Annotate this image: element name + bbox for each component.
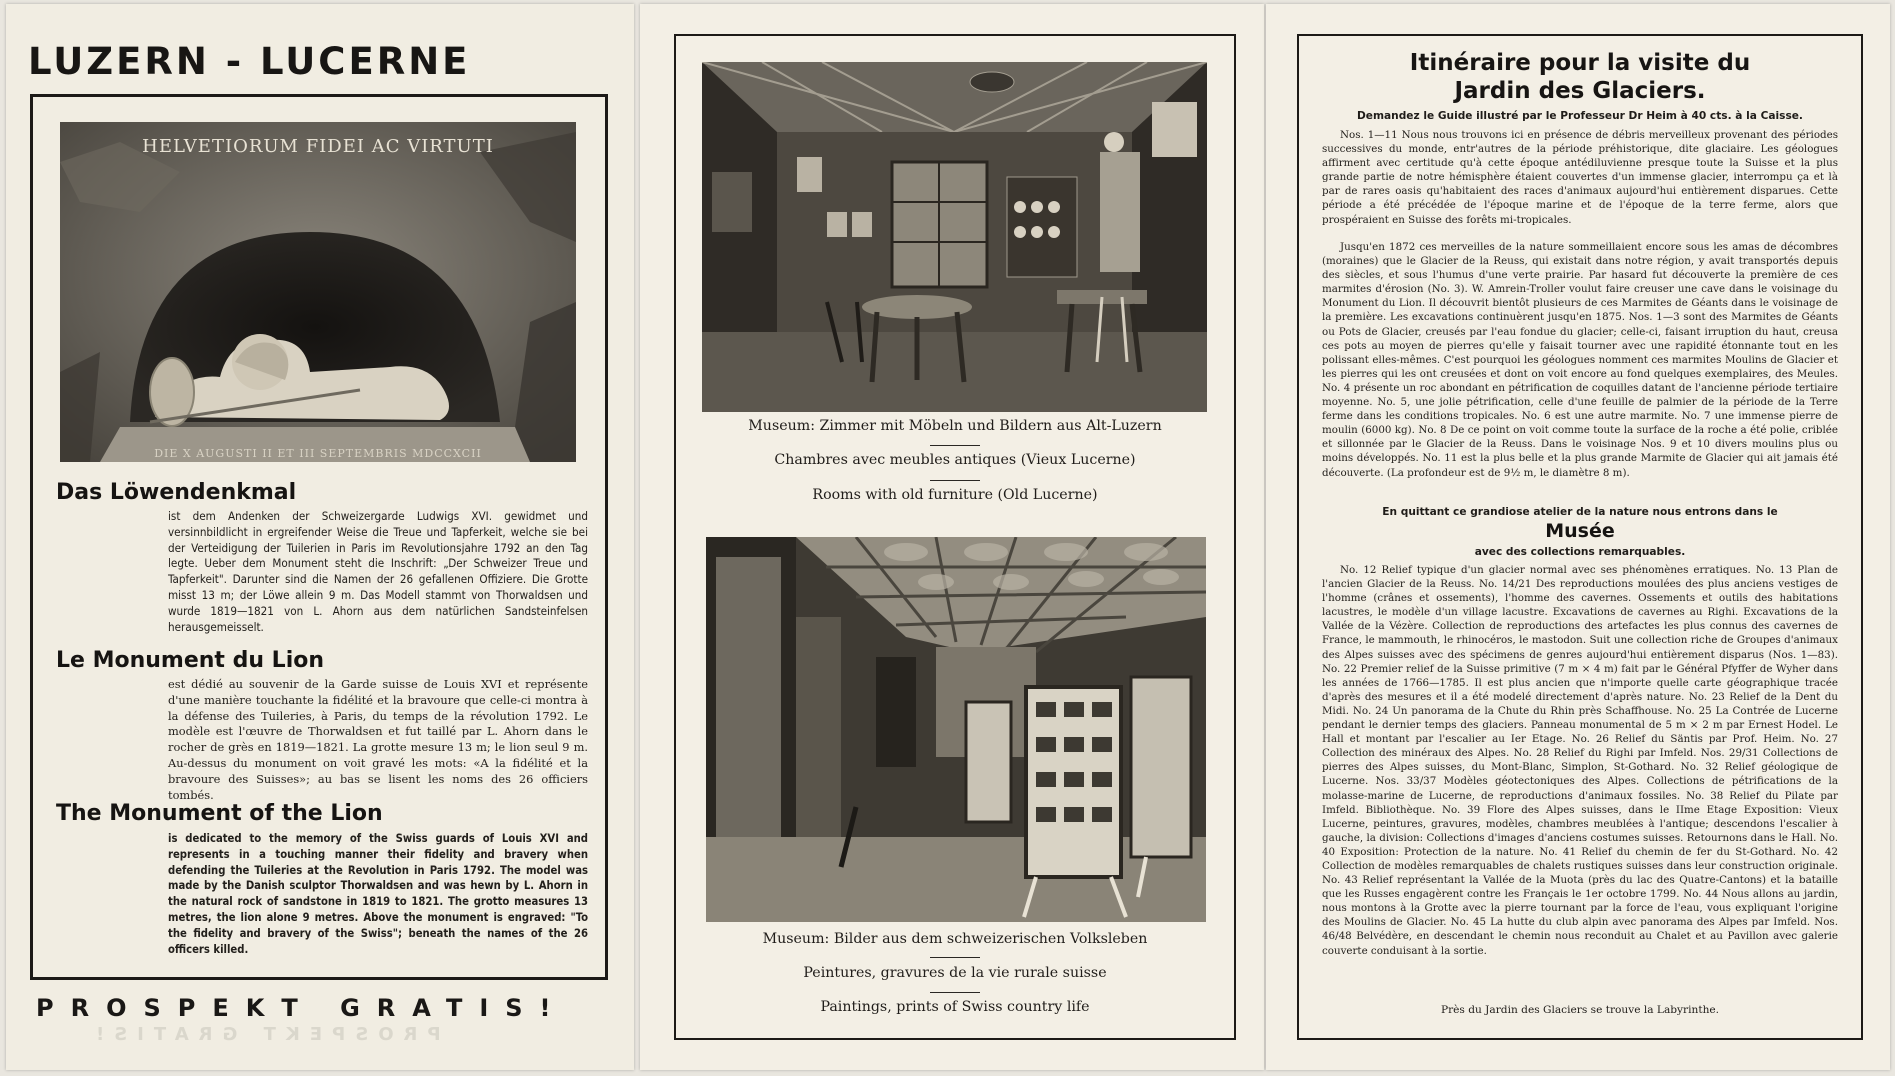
heading-loewendenkmal: Das Löwendenkmal	[56, 480, 297, 505]
footer-bleed-through: PROSPEKT GRATIS!	[86, 1024, 441, 1045]
gallery-illustration	[706, 537, 1206, 922]
photo1-caption-de: Museum: Zimmer mit Möbeln und Bildern aus Alt-Luzern	[748, 418, 1162, 434]
photo2-caption-de: Museum: Bilder aus dem schweizerischen Volksleben	[762, 931, 1148, 947]
caption-divider	[930, 445, 980, 446]
itinerary-panel	[1266, 4, 1890, 1070]
musee-heading: Musée	[1545, 520, 1615, 542]
guide-notice: Demandez le Guide illustré par le Professeur Dr Heim à 40 cts. à la Caisse.	[1357, 110, 1803, 122]
transition-to-museum: En quittant ce grandiose atelier de la nature nous entrons dans le	[1382, 506, 1778, 518]
itinerary-title-line1: Itinéraire pour la visite du	[1409, 50, 1751, 76]
heading-monument-of-the-lion: The Monument of the Lion	[56, 801, 383, 826]
lion-monument-illustration	[60, 122, 576, 462]
museum-photos-panel	[640, 4, 1264, 1070]
swiss-country-life-gallery-photo	[706, 537, 1206, 922]
photo1-caption-en: Rooms with old furniture (Old Lucerne)	[812, 487, 1098, 503]
itinerary-paragraph-3: No. 12 Relief typique d'un glacier normal avec ses phénomènes erratiques. No. 13 Plan de l'ancien Glacier de la Reuss. No. 14/21 Des reproductions moulées des plus anciens vestiges de l'homme (crânes et ossements), l'homme des cavernes. Ossements et outils des habitations lacustres, le modèle d'un village lacustre. Excavations de cavernes au Righi. Excavations de la Vallée de la Vézère. Collection de reproductions des artefactes les plus connus des cavernes de France, le mammouth, le rhinocéros, le mastodon. Suit une collection riche de Groupes d'animaux des Alpes suisses avec des spécimens de genres aujourd'hui entièrement disparus (Nos. 1—83). No. 22 Premier relief de la Suisse primitive (7 m × 4 m) fait par le Général Pfyffer de Wyher dans les années de 1766—1785. Il est plus ancien que n'importe quelle carte géographique tracée d'après des mesures et il a été modelé directement d'après nature. No. 23 Relief de la Dent du Midi. No. 24 Un panorama de la Chute du Rhin près Schaffhouse. No. 25 La Contrée de Lucerne pendant le dernier temps des glaciers. Panneau monumental de 5 m × 2 m par Ernest Hodel. Le Hall et montant par l'escalier au Ier Etage. No. 26 Relief du Säntis par Prof. Heim. No. 27 Collection des minéraux des Alpes. No. 28 Relief du Righi par Imfeld. Nos. 29/31 Collections de pierres des Alpes suisses, du Mont-Blanc, Simplon, St-Gothard. No. 32 Relief géologique de Lucerne. Nos. 33/37 Modèles géotectoniques des Alpes. Collections de pétrifications de la molasse-marine de Lucerne, de reproductions d'animaux fossiles. No. 38 Relief du Pilate par Imfeld. Bibliothèque. No. 39 Flore des Alpes suisses, dans le IIme Etage Exposition: Vieux Lucerne, peintures, gravures, modèles, chambres meublées à l'antique; descendons l'escalier à gauche, la division: Collections d'images d'anciens costumes suisses. Retournons dans le Hall. No. 40 Exposition: Protection de la nature. No. 41 Relief du chemin de fer du St-Gothard. No. 42 Collection de modèles remarquables de chalets rustiques suisses dans leur construction originale. No. 43 Relief représentant la Vallée de la Muota (près du lac des Quatre-Cantons) et la bataille que les Russes engagèrent contre les Français le 1er octobre 1799. No. 44 Nous allons au jardin, nous montons à la Grotte avec la pierre tournant par la force de l'eau, vous expliquant l'origine des Moulins de Glacier. No. 45 La hutte du club alpin avec panorama des Alpes par Imfeld. Nos. 46/48 Belvédère, en descendant le chemin nous reconduit au Chalet et au Pavillon avec galerie couverte conduisant à la sortie.	[1322, 564, 1838, 957]
heading-monument-du-lion: Le Monument du Lion	[56, 648, 325, 673]
labyrinth-note: Près du Jardin des Glaciers se trouve la Labyrinthe.	[1440, 1004, 1720, 1016]
old-lucerne-room-illustration	[702, 62, 1207, 412]
text-loewendenkmal: ist dem Andenken der Schweizergarde Ludwigs XVI. gewidmet und versinnbildlicht in ergreifender Weise die Treue und Tapferkeit, welche sie bei der Verteidigung der Tuilerien in Paris im Revolutionsjahre 1792 an den Tag legte. Ueber dem Monument steht die Inschrift: „Der Schweizer Treue und Tapferkeit". Darunter sind die Namen der 26 gefallenen Offiziere. Die Grotte misst 13 m; der Löwe allein 9 m. Das Modell stammt von Thorwaldsen und wurde 1819—1821 von L. Ahorn aus dem natürlichen Sandsteinfelsen herausgemeisselt.	[168, 509, 588, 634]
caption-divider	[930, 957, 980, 958]
photo2-caption-fr: Peintures, gravures de la vie rurale suisse	[803, 965, 1107, 981]
lion-inscription-date: DIE X AUGUSTI II ET III SEPTEMBRIS MDCCXCII	[154, 447, 482, 460]
lion-monument-photo	[60, 122, 576, 462]
lion-inscription: HELVETIORUM FIDEI AC VIRTUTI	[142, 136, 494, 157]
caption-divider	[930, 992, 980, 993]
prospekt-gratis-footer: PROSPEKT GRATIS!	[36, 994, 568, 1022]
front-cover-panel	[6, 4, 634, 1070]
old-lucerne-room-photo	[702, 62, 1207, 412]
photo2-caption-en: Paintings, prints of Swiss country life	[820, 999, 1090, 1015]
cover-title: LUZERN - LUCERNE	[28, 40, 471, 83]
caption-divider	[930, 480, 980, 481]
text-monument-of-the-lion: is dedicated to the memory of the Swiss guards of Louis XVI and represents in a touching manner their fidelity and bravery when defending the Tuileries at the Revolution in Paris 1792. The model was made by the Danish sculptor Thorwaldsen and was hewn by L. Ahorn in the natural rock of sandstone in 1819 to 1821. The grotto measures 13 metres, the lion alone 9 metres. Above the monument is engraved: "To the fidelity and bravery of the Swiss"; beneath the names of the 26 officers killed.	[168, 832, 588, 956]
itinerary-paragraph-1: Nos. 1—11 Nous nous trouvons ici en présence de débris merveilleux provenant des périodes successives du monde, entr'autres de la période préhistorique, dite glaciaire. Les géologues affirment avec certitude qu'à cette époque antédiluvienne presque toute la Suisse et la plus grande partie de notre hémisphère étaient couvertes d'un immense glacier, interrompu ça et là par de rares oasis qu'habitaient des races d'animaux aujourd'hui entièrement disparues. Cette période a été précédée de l'époque marine et de l'époque de la terre ferme, alors que prospéraient en Suisse des forêts mi-tropicales.	[1322, 129, 1838, 226]
itinerary-paragraph-2: Jusqu'en 1872 ces merveilles de la nature sommeillaient encore sous les amas de décombres (moraines) que le Glacier de la Reuss, qui existait dans notre région, y avait transportés depuis des siècles, et sous l'humus d'une verte prairie. Par hasard fut découverte la première de ces marmites d'érosion (No. 3). W. Amrein-Troller voulut faire creuser une cave dans le voisinage du Monument du Lion. Il découvrit bientôt plusieurs de ces Marmites de Géants dans le voisinage de la première. Les excavations continuèrent jusqu'en 1875. Nos. 1—3 sont des Marmites de Géants ou Pots de Glacier, creusés par l'eau fondue du glacier; celle-ci, faisant irruption du haut, creusa ces pots au moyen de pierres qu'elle y faisait tourner avec une rapidité étonnante tout en les polissant elles-mêmes. C'est pourquoi les géologues nomment ces marmites Moulins de Glacier et les pierres qui les ont creusées et dont on voit encore au fond quelques exemplaires, des Meules. No. 4 présente un roc abondant en pétrification de coquilles datant de l'ancienne période tertiaire moyenne. No. 5, une jolie pétrification, celle d'une feuille de palmier de la période de la Terre ferme dans les conditions tropicales. No. 6 est une autre marmite. No. 7 une immense pierre de moulin (6000 kg). No. 8 De ce point on voit comme toute la surface de la roche a été polie, criblée et sillonnée par le Glacier de la Reuss. Dans le voisinage Nos. 9 et 10 divers moulins plus ou moins développés. No. 11 est la plus belle et la plus grande Marmite de Glacier qui ait jamais été découverte. (La profondeur est de 9½ m, le diamètre 8 m).	[1322, 241, 1838, 479]
text-monument-du-lion: est dédié au souvenir de la Garde suisse de Louis XVI et représente d'une manière touchante la fidélité et la bravoure que celle-ci montra à la défense des Tuileries, à Paris, du temps de la révolution 1792. Le modèle est l'œuvre de Thorwaldsen et fut taillé par L. Ahorn dans le rocher de grès en 1819—1821. La grotte mesure 13 m; le lion seul 9 m. Au-dessus du monument on voit gravé les mots: «A la fidélité et la bravoure des Suisses»; au bas se lisent les noms des 26 officiers tombés.	[168, 677, 588, 802]
musee-subheading: avec des collections remarquables.	[1474, 546, 1686, 558]
itinerary-title-line2: Jardin des Glaciers.	[1454, 78, 1706, 104]
photo1-caption-fr: Chambres avec meubles antiques (Vieux Lucerne)	[774, 452, 1136, 468]
